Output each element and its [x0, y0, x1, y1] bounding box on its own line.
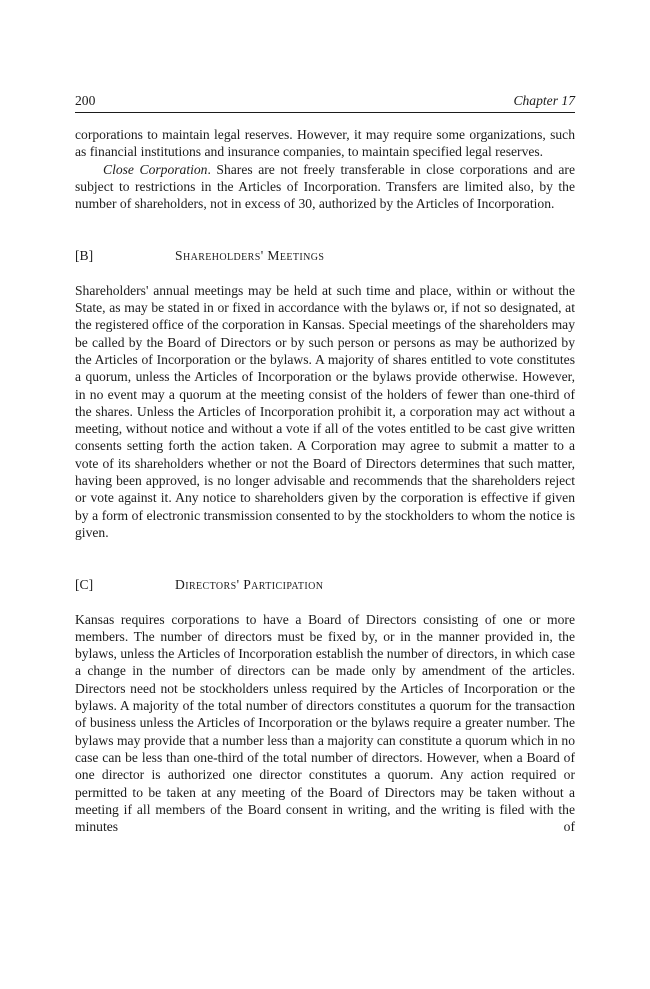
section-title-b: Shareholders' Meetings	[175, 248, 325, 264]
header-rule	[75, 112, 575, 113]
close-corporation-term: Close Corporation	[103, 161, 208, 177]
section-heading-b	[75, 247, 575, 264]
paragraph-continuation: corporations to maintain legal reserves. However, it may require some organizations, such as financial institutions and insurance companies, to maintain specified legal reserves.	[75, 127, 575, 160]
close-corporation-text: . Shares are not freely transferable in close corporations and are subject to restrictions in the Articles of Incorporation. Transfers are limited also, by the number of shareholders, not in excess of 30, authorized by the Articles of Incorporation.	[75, 161, 575, 212]
section-label-c: [C]	[75, 577, 94, 593]
page-number: 200	[75, 93, 96, 108]
section-c-body: Kansas requires corporations to have a Board of Directors consisting of one or more members. The number of directors must be fixed by, or in the manner provided in, the bylaws, unless the Articles of Incorporation establish the number of directors, in which case a change in the number of directors can be made only by amendment of the articles. Directors need not be stockholders unless required by the Articles of Incorporation or the bylaws. A majority of the total number of directors constitutes a quorum for the transaction of business unless the Articles of Incorporation or the bylaws require a greater number. The bylaws may provide that a number less than a majority can constitute a quorum which in no case can be less than one-third of the total number of directors. However, when a Board of one director is authorized one director constitutes a quorum. Any action required or permitted to be taken at any meeting of the Board of Directors may be taken without a meeting if all members of the Board consent in writing, and the writing is filed with the minutes of	[75, 611, 575, 835]
paragraph-close-corporation	[75, 161, 575, 213]
section-label-b: [B]	[75, 248, 94, 264]
section-b-body: Shareholders' annual meetings may be held at such time and place, within or without the State, as may be stated in or fixed in accordance with the bylaws or, if not so designated, at the registered office of the corporation in Kansas. Special meetings of the shareholders may be called by the Board of Directors or by such person or persons as may be authorized by the Articles of Incorporation or the bylaws. A majority of shares entitled to vote constitutes a quorum, unless the Articles of Incorporation or the bylaws provide otherwise. However, in no event may a quorum at the meeting consist of the holders of fewer than one-third of the shares. Unless the Articles of Incorporation prohibit it, a corporation may act without a meeting, without notice and without a vote if all of the votes entitled to be cast give written consents setting forth the action taken. A Corporation may agree to submit a matter to a vote of its shareholders whether or not the Board of Directors determines that such matter, having been approved, is no longer advisable and recommends that the shareholders reject or vote against it. Any notice to shareholders given by the corporation is effective if given by a form of electronic transmission consented to by the stockholders to whom the notice is given.	[75, 282, 575, 540]
section-heading-c	[75, 576, 575, 593]
section-title-c: Directors' Participation	[175, 577, 324, 593]
page-header	[75, 93, 575, 112]
chapter-title: Chapter 17	[513, 93, 575, 108]
